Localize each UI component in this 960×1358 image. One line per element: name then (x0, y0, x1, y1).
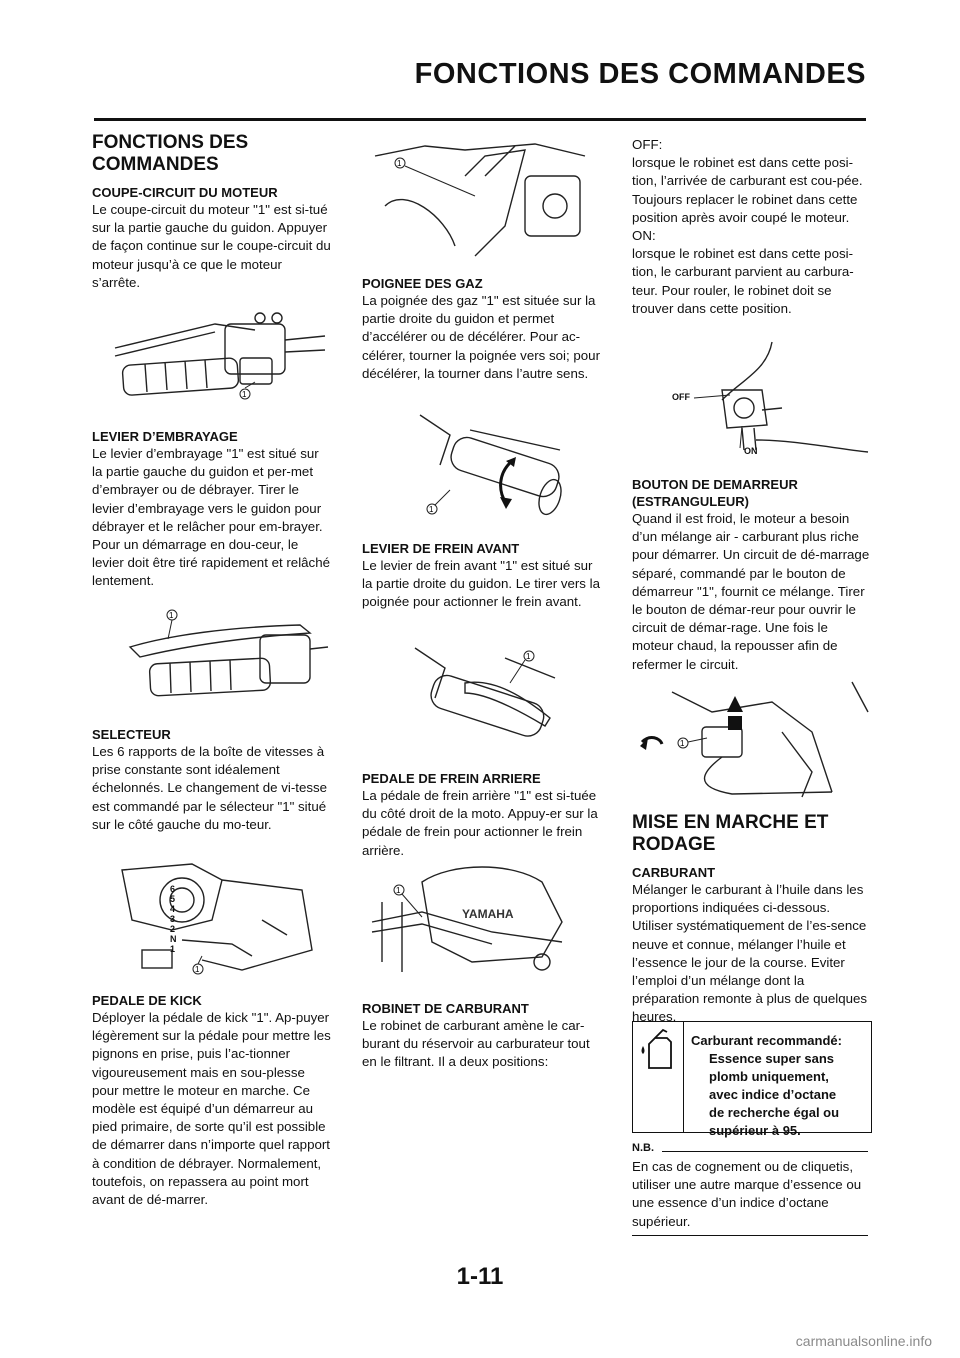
fuel-can-cell (633, 1022, 684, 1132)
fuel-recommendation-box (632, 1021, 872, 1138)
fuel-text: Mélanger le carburant à l’huile dans les proportions indiquées ci-dessous. Utiliser systématiquement de l’es-sence neuve et connue, mélanger l’huile et l’essence le jour de la course. Eviter l’emploi d’un mélange dont la préparation remonte à plus de quelques heures. (632, 882, 868, 1025)
gear-label-2: 2 (170, 924, 176, 934)
on-text: lorsque le robinet est dans cette posi-tion, le carburant parvient au carbura-teur. Pour rouler, le robinet doit se trouver dans cette position. (632, 246, 854, 316)
fuel-cock-text: Le robinet de carburant amène le car-burant du réservoir au carburateur tout en le filtrant. Il a deux positions: (362, 1018, 590, 1070)
engine-stop-title: COUPE-CIRCUIT DU MOTEUR (92, 185, 278, 200)
kick-pedal-title: PEDALE DE KICK (92, 993, 202, 1008)
header-rule (94, 118, 866, 121)
fig-on-label: ON (744, 446, 758, 456)
gear-label-3: 3 (170, 914, 176, 924)
section-title: FONCTIONS DES COMMANDES (92, 132, 249, 175)
column-2a (362, 275, 602, 383)
gear-label-n: N (170, 934, 177, 944)
engine-stop-text: Le coupe-circuit du moteur "1" est si-tué sur la partie gauche du guidon. Appuyer de façon continue sur le coupe-circuit du moteur jusqu’à ce que le moteur s’arrête. (92, 202, 331, 290)
front-brake-text: Le levier de frein avant "1" est situé sur la partie droite du guidon. Le tirer vers la poignée pour actionner le frein avant. (362, 558, 601, 610)
callout-1: 1 (169, 611, 174, 620)
shift-pedal-title: SELECTEUR (92, 727, 171, 742)
figure-clutch-lever (110, 605, 330, 705)
on-label: ON: (632, 228, 656, 244)
nb-text: En cas de cognement ou de cliquetis, utiliser une autre marque d’essence ou une essence d’un indice d’octane supérieur. (632, 1159, 862, 1229)
column-2b (362, 540, 602, 612)
figure-rear-brake (362, 862, 587, 982)
column-3b (632, 476, 872, 674)
column-1c (92, 726, 332, 834)
nb-rule (662, 1151, 868, 1152)
section-title-mise-en-marche: MISE EN MARCHE ET RODAGE (632, 812, 829, 855)
yamaha-cover-text: YAMAHA (462, 907, 514, 921)
fuel-can-icon (633, 1022, 683, 1082)
kick-pedal-text: Déployer la pédale de kick "1". Ap-puyer légèrement sur la pédale pour mettre les pignons en prise, puis l’ac-tionner vigoureusement mais en sou-plesse pour mettre le moteur en marche. Ce modèle est équipé d’un démarreur au pied primaire, de sorte qu’il est possible de démarrer dans n’importe quel rapport à condition de débrayer. Normalement, toutefois, on repassera au point mort avant de dé-marrer. (92, 1010, 331, 1208)
fuel-line-3: avec indice d’octane (709, 1087, 837, 1102)
callout-1: 1 (396, 886, 401, 895)
throttle-text: La poignée des gaz "1" est située sur la partie droite du guidon et permet d’accélérer ou de décélérer. Pour ac-célérer, tourner la poignée vers soi; pour décélérer, la tourner dans l’autre sens. (362, 293, 600, 381)
gear-label-6: 6 (170, 884, 176, 894)
figure-choke-knob (632, 672, 872, 802)
column-2d (362, 1000, 602, 1072)
rear-brake-title: PEDALE DE FREIN ARRIERE (362, 771, 541, 786)
gear-label-4: 4 (170, 904, 176, 914)
throttle-title: POIGNEE DES GAZ (362, 276, 483, 291)
figure-throttle-grip (410, 405, 570, 525)
column-2c (362, 770, 602, 860)
clutch-lever-title: LEVIER D’EMBRAYAGE (92, 429, 238, 444)
fuel-line-1: Essence super sans (709, 1051, 835, 1066)
shift-pedal-text: Les 6 rapports de la boîte de vitesses à prise constante sont idéalement échelonnés. Le changement de vi-tesse est commandé par le sélecteur "1" situé sur le côté gauche du mo-teur. (92, 744, 328, 832)
nb-label: N.B. (632, 1142, 654, 1154)
fig-off-label: OFF (672, 392, 690, 402)
gear-label-5: 5 (170, 894, 176, 904)
column-3a (632, 136, 872, 318)
nb-bottom-rule (632, 1235, 868, 1236)
callout-1: 1 (526, 652, 531, 661)
off-text: lorsque le robinet est dans cette posi-tion, l’arrivée de carburant est cou-pée. Toujours replacer le robinet dans cette position après avoir coupé le moteur. (632, 155, 863, 225)
callout-1: 1 (242, 390, 247, 399)
choke-text: Quand il est froid, le moteur a besoin d’un mélange air - carburant plus riche pour démarrer. Un circuit de dé-marrage séparé, commandé par le bouton de démarreur "1", fournit ce mélange. Tirer le bouton de démar-reur pour ouvrir le circuit de démar-rage. Une fois le moteur chaud, la repousser afin de refermer le circuit. (632, 511, 870, 672)
callout-1: 1 (680, 739, 685, 748)
fuel-head: Carburant recommandé: (691, 1033, 842, 1048)
callout-1: 1 (429, 505, 434, 514)
fuel-cock-title: ROBINET DE CARBURANT (362, 1001, 529, 1016)
page-number: 1-11 (456, 1263, 504, 1290)
fuel-line-5: supérieur à 95. (709, 1123, 801, 1138)
watermark: carmanualsonline.info (795, 1333, 932, 1349)
figure-fuel-cock (632, 340, 872, 465)
off-label: OFF: (632, 137, 663, 152)
column-3c (632, 812, 872, 1027)
callout-1: 1 (195, 965, 200, 974)
gear-label-1: 1 (170, 944, 176, 954)
rear-brake-text: La pédale de frein arrière "1" est si-tuée du côté droit de la moto. Appuy-er sur la pédale de frein pour actionner le frein arrière. (362, 788, 598, 858)
column-1 (92, 132, 332, 292)
fuel-line-2: plomb uniquement, (709, 1069, 829, 1084)
nb-text-wrap (632, 1158, 872, 1231)
figure-engine-stop-switch (105, 300, 330, 410)
column-1d (92, 992, 332, 1209)
fuel-line-4: de recherche égal ou (709, 1105, 840, 1120)
page-header-title: FONCTIONS DES COMMANDES (414, 58, 866, 90)
clutch-lever-text: Le levier d’embrayage "1" est situé sur la partie gauche du guidon et per-met d’embrayer ou de débrayer. Tirer le levier d’embrayage vers le guidon pour débrayer et le relâcher pour em-brayer. Pour un démarrage en dou-ceur, le levier doit être tiré rapidement et relâché lentement. (92, 446, 330, 589)
fuel-recommendation-text (691, 1032, 866, 1140)
column-1b (92, 428, 332, 591)
fuel-title: CARBURANT (632, 865, 716, 880)
front-brake-title: LEVIER DE FREIN AVANT (362, 541, 520, 556)
choke-title: BOUTON DE DEMARREUR (ESTRANGULEUR) (632, 477, 798, 509)
callout-1: 1 (397, 159, 402, 168)
figure-front-brake (405, 638, 565, 753)
figure-throttle-top (365, 136, 590, 266)
figure-shift-pedal (112, 860, 322, 980)
